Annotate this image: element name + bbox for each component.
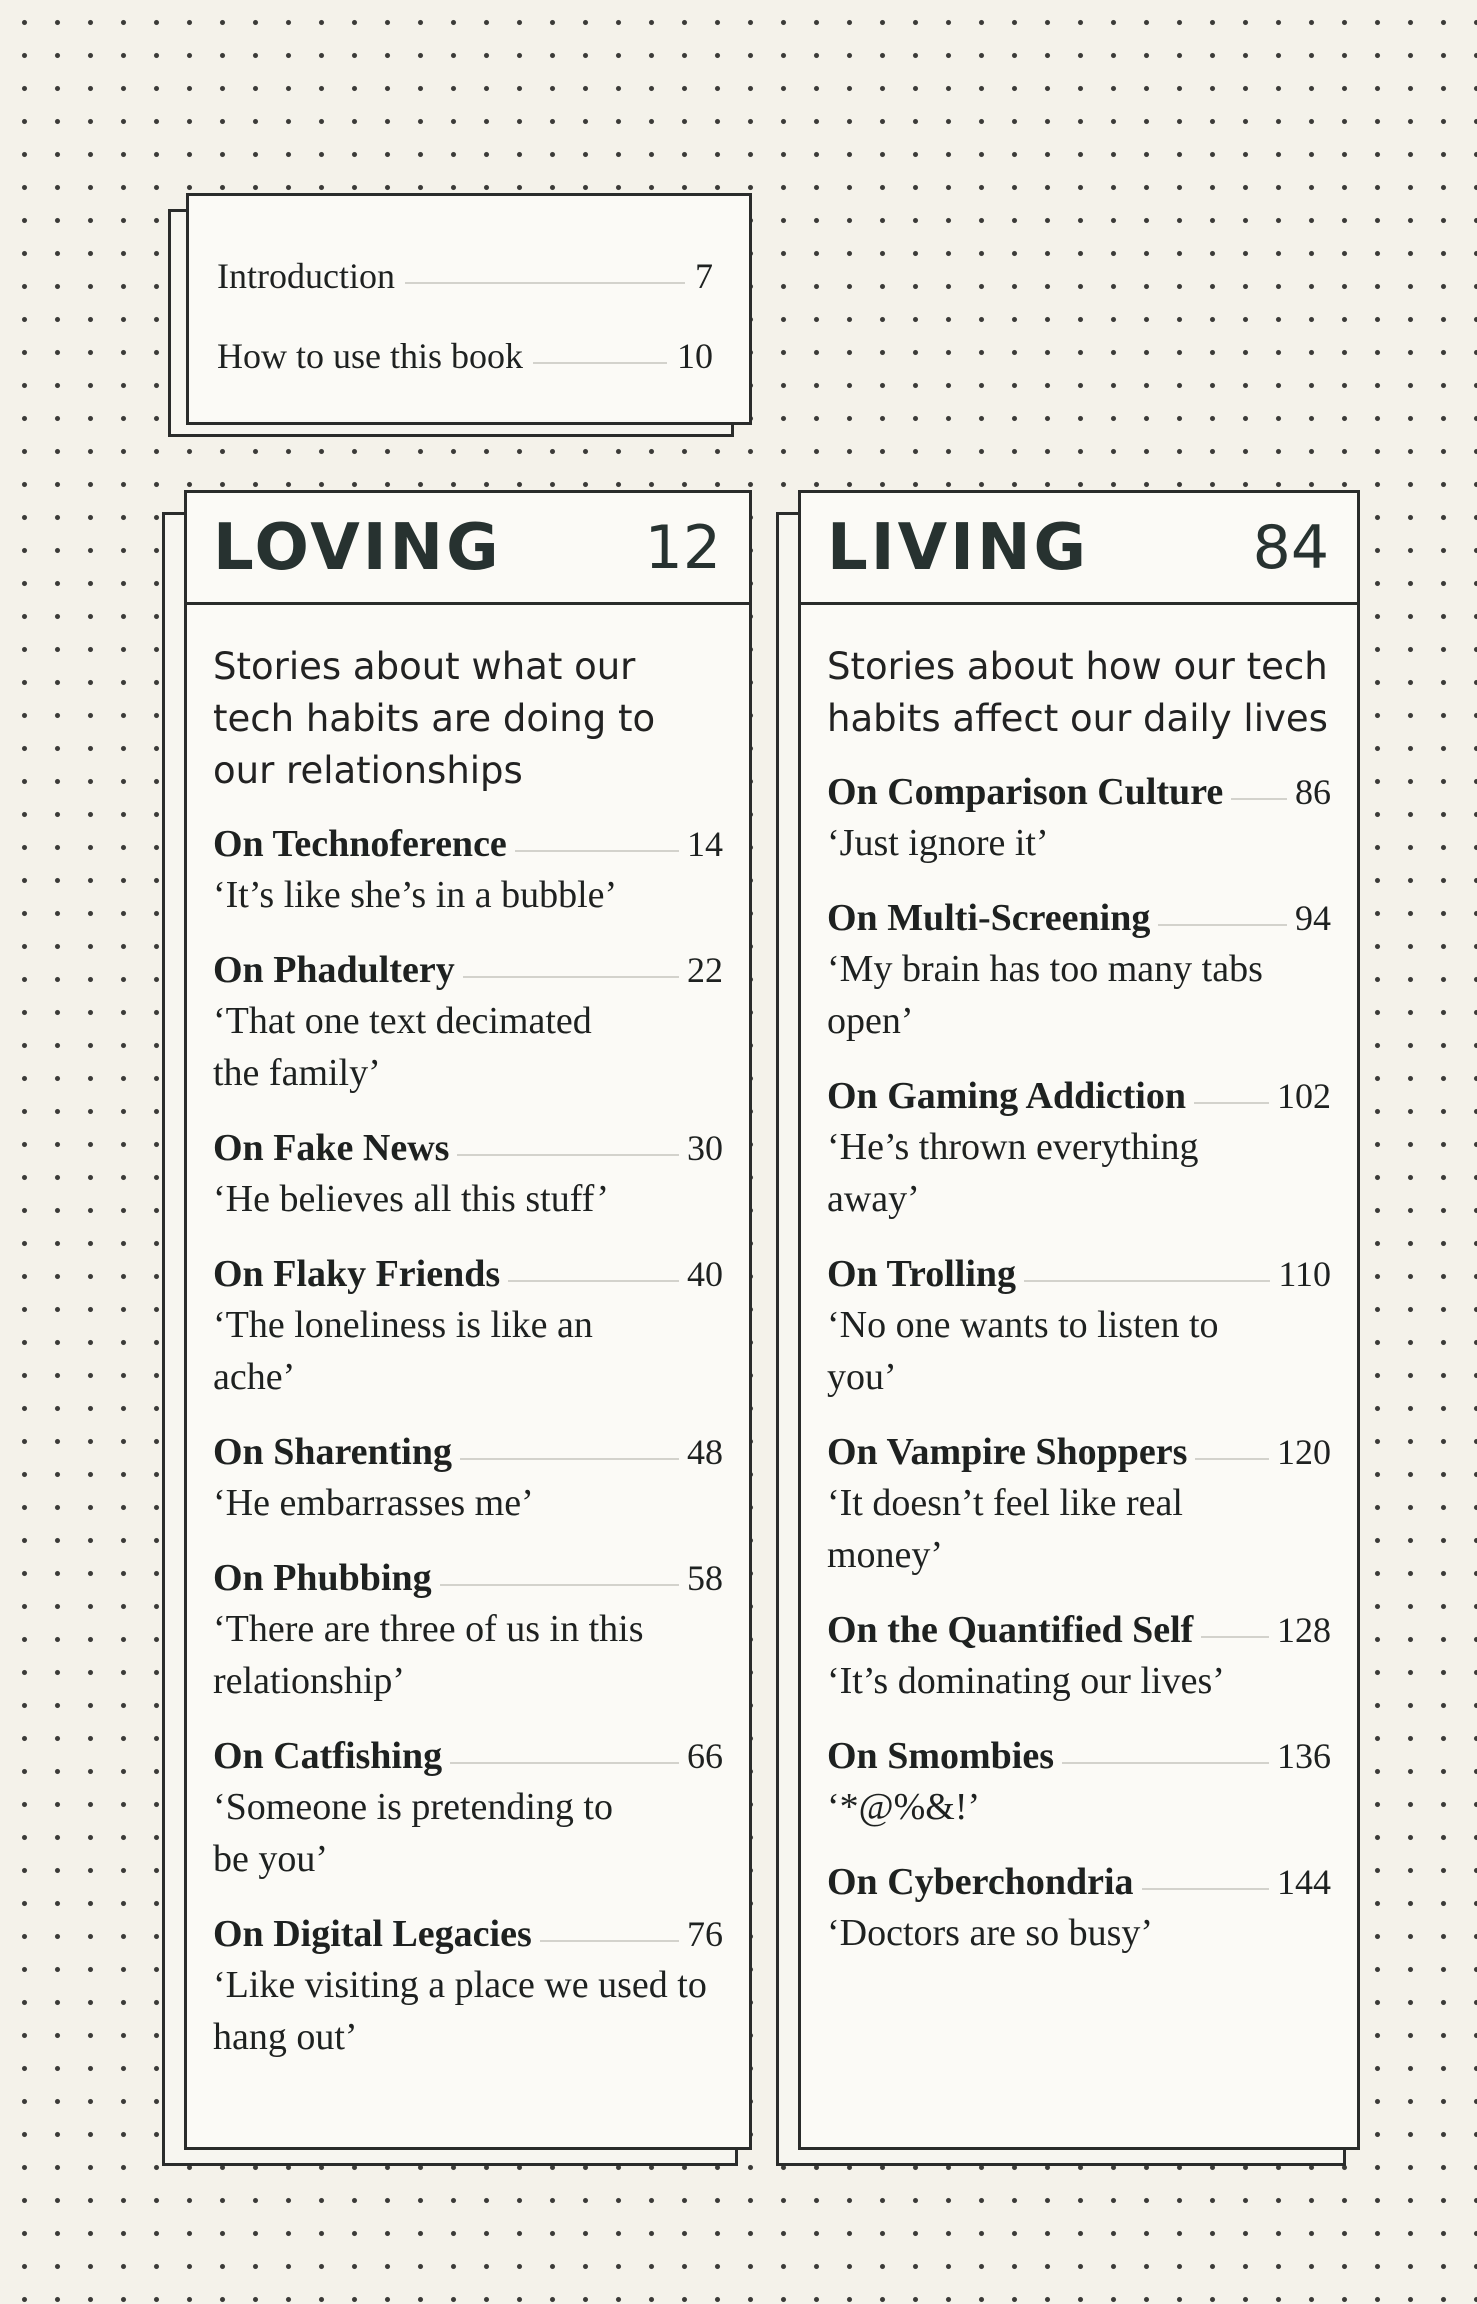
intro-box: [168, 193, 752, 443]
entry-page: 136: [1277, 1736, 1331, 1776]
leader-line: [1201, 1636, 1269, 1638]
entry-page: 14: [687, 824, 723, 864]
entry-page: 128: [1277, 1610, 1331, 1650]
section-title: LIVING: [827, 510, 1090, 585]
entry-title: On Smombies: [827, 1735, 1054, 1777]
entry-title: On Fake News: [213, 1127, 450, 1169]
leader-line: [515, 850, 679, 852]
entry-quote: ‘It doesn’t feel like real money’: [827, 1482, 1183, 1576]
entry-page: 120: [1277, 1432, 1331, 1472]
toc-entry[interactable]: [213, 819, 723, 921]
toc-entry[interactable]: [827, 1731, 1331, 1833]
toc-entry-introduction[interactable]: [217, 236, 713, 316]
entry-page: 22: [687, 950, 723, 990]
entry-title: On Vampire Shoppers: [827, 1431, 1188, 1473]
entry-quote: ‘My brain has too many tabs open’: [827, 948, 1263, 1042]
leader-line: [457, 1154, 679, 1156]
toc-entry[interactable]: [213, 1427, 723, 1529]
entry-title: On Cyberchondria: [827, 1861, 1134, 1903]
entry-title: On Sharenting: [213, 1431, 452, 1473]
entry-page: 40: [687, 1254, 723, 1294]
leader-line: [450, 1762, 679, 1764]
leader-line: [1194, 1102, 1269, 1104]
leader-line: [1062, 1762, 1269, 1764]
leader-line: [1195, 1458, 1269, 1460]
section-page: 84: [1252, 512, 1329, 583]
toc-entry-page: 7: [695, 256, 713, 296]
toc-entry[interactable]: [827, 1427, 1331, 1581]
section-description: Stories about how our tech habits affect our daily lives: [827, 645, 1328, 740]
entry-title: On the Quantified Self: [827, 1609, 1194, 1651]
leader-line: [405, 282, 685, 284]
section-card: [184, 490, 752, 2150]
section-title: LOVING: [213, 510, 502, 585]
entry-page: 76: [687, 1914, 723, 1954]
entry-quote: ‘Like visiting a place we used to hang out’: [213, 1964, 707, 2058]
toc-entry[interactable]: [213, 945, 723, 1099]
entry-quote: ‘*@%&!’: [827, 1786, 981, 1828]
section-living: [776, 490, 1360, 2170]
entry-quote: ‘There are three of us in this relationship’: [213, 1608, 644, 1702]
entry-page: 144: [1277, 1862, 1331, 1902]
leader-line: [440, 1584, 679, 1586]
entry-page: 86: [1295, 772, 1331, 812]
entry-title: On Flaky Friends: [213, 1253, 501, 1295]
entry-title: On Phubbing: [213, 1557, 432, 1599]
section-description: Stories about what our tech habits are doing to our relationships: [213, 645, 656, 792]
toc-entry[interactable]: [827, 1071, 1331, 1225]
entry-quote: ‘It’s dominating our lives’: [827, 1660, 1225, 1702]
entry-page: 48: [687, 1432, 723, 1472]
entry-quote: ‘Someone is pretending to be you’: [213, 1786, 613, 1880]
entry-page: 66: [687, 1736, 723, 1776]
toc-entry[interactable]: [827, 767, 1331, 869]
toc-entry[interactable]: [213, 1123, 723, 1225]
toc-entry-page: 10: [677, 336, 713, 376]
section-card: [798, 490, 1360, 2150]
leader-line: [508, 1280, 679, 1282]
entry-quote: ‘He embarrasses me’: [213, 1482, 534, 1524]
section-page: 12: [644, 512, 721, 583]
leader-line: [540, 1940, 679, 1942]
entry-title: On Trolling: [827, 1253, 1017, 1295]
entry-title: On Multi-Screening: [827, 897, 1151, 939]
leader-line: [1231, 798, 1287, 800]
toc-entry[interactable]: [213, 1553, 723, 1707]
entry-quote: ‘The loneliness is like an ache’: [213, 1304, 593, 1398]
entry-quote: ‘That one text decimated the family’: [213, 1000, 592, 1094]
toc-entry[interactable]: [827, 1249, 1331, 1403]
leader-line: [1142, 1888, 1269, 1890]
entry-title: On Phadultery: [213, 949, 455, 991]
entry-page: 102: [1277, 1076, 1331, 1116]
entry-page: 30: [687, 1128, 723, 1168]
leader-line: [463, 976, 679, 978]
entry-page: 110: [1278, 1254, 1331, 1294]
leader-line: [460, 1458, 679, 1460]
leader-line: [533, 362, 667, 364]
toc-entry-label: Introduction: [217, 256, 395, 296]
entry-quote: ‘Just ignore it’: [827, 822, 1049, 864]
toc-entry[interactable]: [827, 893, 1331, 1047]
entry-title: On Catfishing: [213, 1735, 443, 1777]
intro-box-card: [186, 193, 752, 425]
toc-entry[interactable]: [213, 1909, 723, 2063]
entry-title: On Gaming Addiction: [827, 1075, 1186, 1117]
entry-page: 58: [687, 1558, 723, 1598]
entry-quote: ‘He believes all this stuff’: [213, 1178, 610, 1220]
toc-entry[interactable]: [213, 1731, 723, 1885]
section-header[interactable]: [801, 493, 1357, 605]
leader-line: [1158, 924, 1287, 926]
entry-title: On Comparison Culture: [827, 771, 1224, 813]
entry-quote: ‘Doctors are so busy’: [827, 1912, 1154, 1954]
entry-quote: ‘It’s like she’s in a bubble’: [213, 874, 618, 916]
entry-quote: ‘No one wants to listen to you’: [827, 1304, 1219, 1398]
leader-line: [1024, 1280, 1270, 1282]
toc-entry[interactable]: [827, 1857, 1331, 1959]
entry-title: On Digital Legacies: [213, 1913, 532, 1955]
toc-entry[interactable]: [827, 1605, 1331, 1707]
toc-entry-how-to-use[interactable]: [217, 316, 713, 396]
toc-entry-label: How to use this book: [217, 336, 523, 376]
entry-quote: ‘He’s thrown everything away’: [827, 1126, 1199, 1220]
toc-entry[interactable]: [213, 1249, 723, 1403]
section-loving: [162, 490, 752, 2170]
entry-page: 94: [1295, 898, 1331, 938]
section-header[interactable]: [187, 493, 749, 605]
entry-title: On Technoference: [213, 823, 507, 865]
